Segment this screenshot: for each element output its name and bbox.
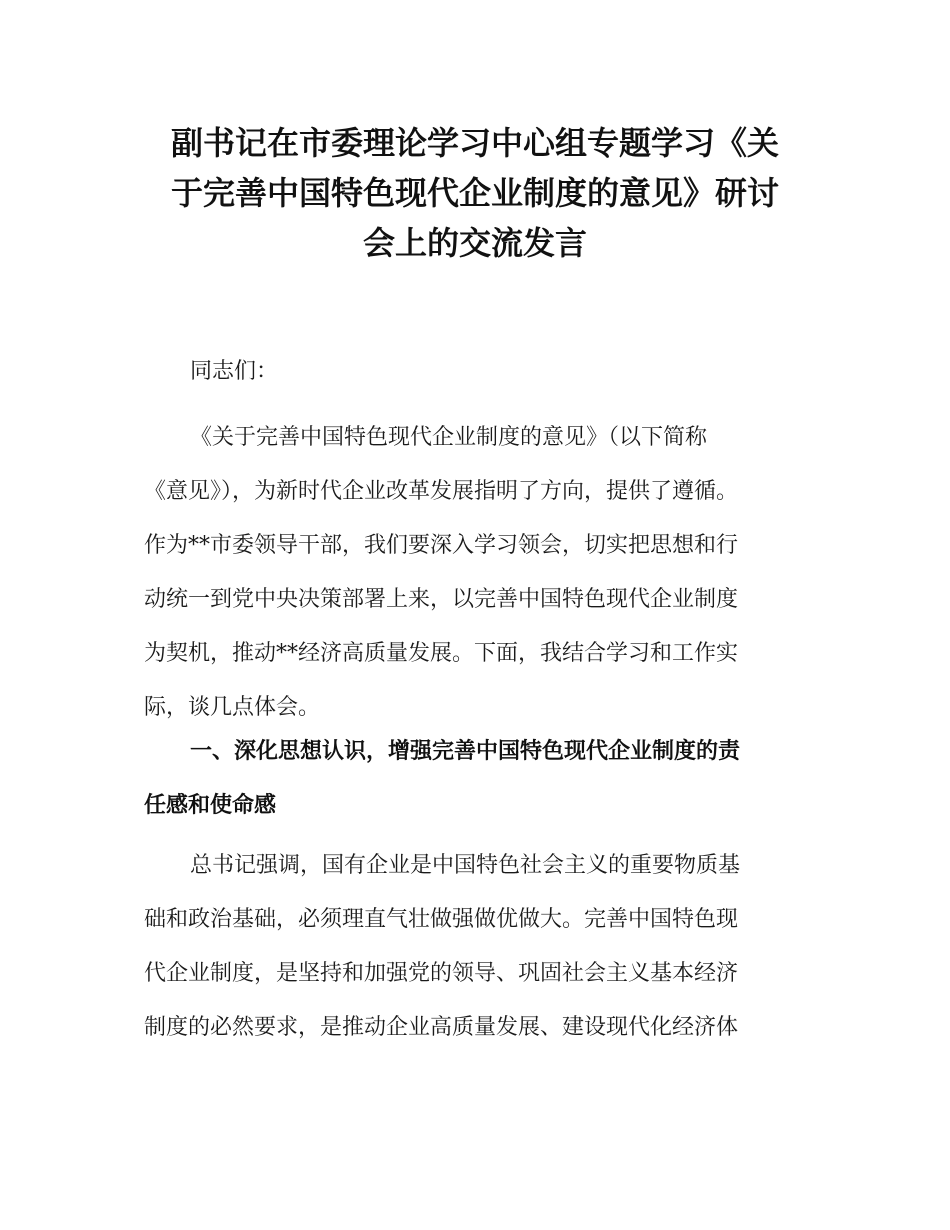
paragraph-line: 作为**市委领导干部，我们要深入学习领会，切实把思想和行 (144, 533, 739, 558)
heading-line: 任感和使命感 (144, 793, 277, 818)
section1-paragraph (144, 839, 824, 1055)
intro-paragraph (144, 411, 824, 735)
paragraph-line: 代企业制度，是坚持和加强党的领导、巩固社会主义基本经济 (144, 961, 739, 986)
paragraph-line: 《关于完善中国特色现代企业制度的意见》（以下简称 (190, 425, 708, 450)
paragraph-line: 总书记强调，国有企业是中国特色社会主义的重要物质基 (190, 853, 741, 878)
paragraph-line: 《意见》），为新时代企业改革发展指明了方向，提供了遵循。 (144, 479, 739, 504)
title-line: 会上的交流发言 (362, 224, 587, 262)
title-line: 于完善中国特色现代企业制度的意见》研讨 (170, 174, 779, 212)
salutation-text: 同志们： (190, 359, 279, 384)
title-line: 副书记在市委理论学习中心组专题学习《关 (170, 124, 779, 162)
paragraph-line: 动统一到党中央决策部署上来，以完善中国特色现代企业制度 (144, 587, 739, 612)
paragraph-line: 为契机，推动**经济高质量发展。下面，我结合学习和工作实 (144, 641, 739, 666)
paragraph-line: 制度的必然要求，是推动企业高质量发展、建设现代化经济体 (144, 1015, 739, 1040)
heading-line: 一、深化思想认识，增强完善中国特色现代企业制度的责 (190, 739, 741, 764)
paragraph-line: 础和政治基础，必须理直气壮做强做优做大。完善中国特色现 (144, 907, 739, 932)
paragraph-line: 际，谈几点体会。 (144, 695, 321, 720)
document-title (0, 118, 950, 268)
section-heading-1 (144, 725, 824, 833)
salutation (144, 345, 824, 399)
